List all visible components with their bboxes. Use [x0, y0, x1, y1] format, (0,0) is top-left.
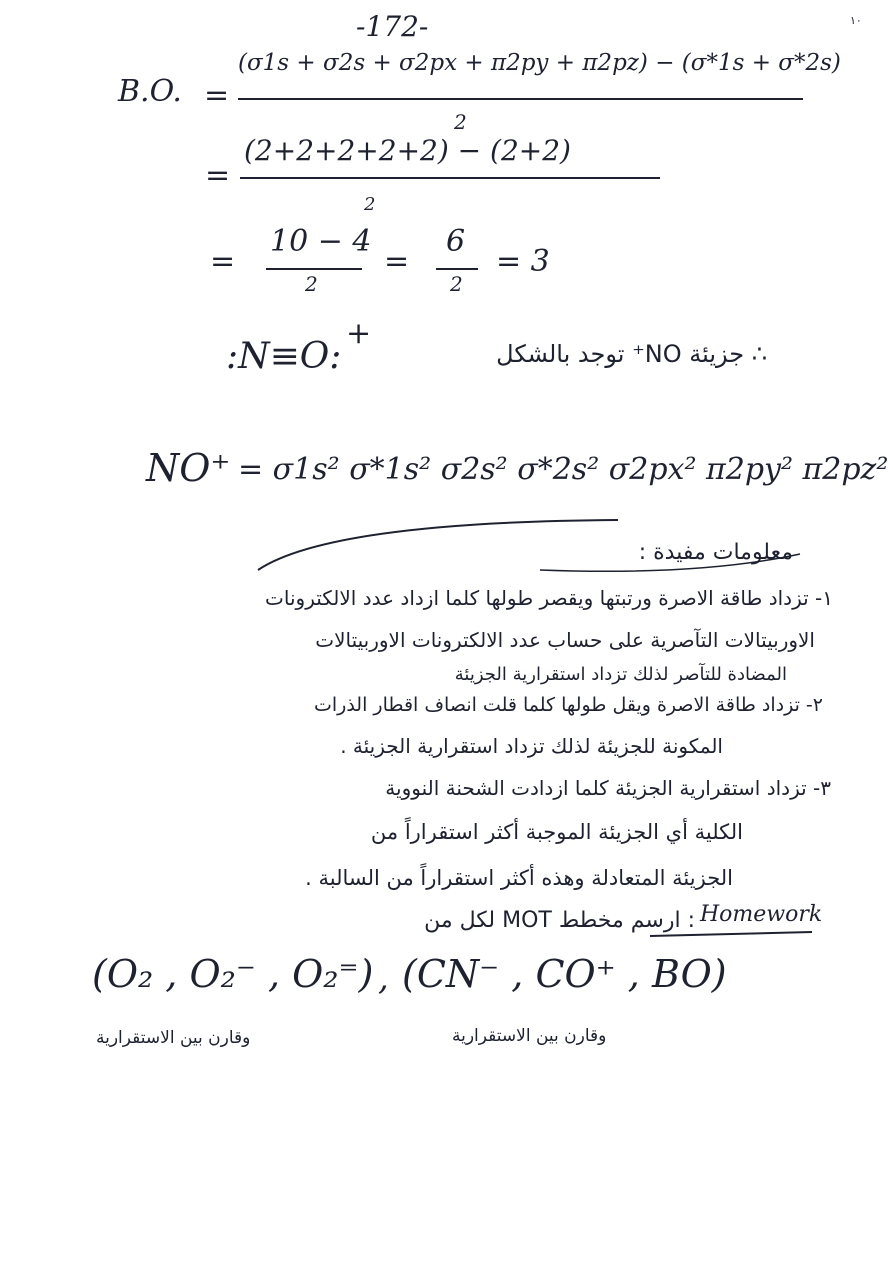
equals-sign-2: =	[205, 158, 231, 193]
note-line-1: ١- تزداد طاقة الاصرة ورتبتها ويقصر طولها كلما ازداد عدد الالكترونات	[265, 586, 833, 610]
bond-order-line2-numerator: (2+2+2+2+2) − (2+2)	[244, 134, 571, 167]
corner-mark: ١٠	[850, 14, 862, 27]
configuration-orbitals: = σ1s² σ*1s² σ2s² σ*2s² σ2px² π2py² π2pz²	[238, 452, 889, 487]
bond-order-line2-denominator: 2	[454, 110, 467, 134]
homework-group-cn-co-bo: (CN⁻ , CO⁺ , BO)	[402, 952, 727, 996]
bond-order-result: = 3	[496, 244, 550, 279]
bond-order-line3-numerator: 10 − 4	[270, 224, 372, 259]
equals-sign-3: =	[210, 244, 236, 279]
configuration-species: NO⁺	[146, 446, 231, 490]
structure-arabic-note: ∴ جزيئة NO⁺ توجد بالشكل	[496, 340, 767, 368]
homework-note-stability-1: وقارن بين الاستقرارية	[96, 1028, 251, 1048]
homework-group-oxygen: (O₂ , O₂⁻ , O₂⁼)	[92, 952, 374, 996]
lewis-charge: +	[346, 316, 372, 351]
homework-instruction: : ارسم مخطط MOT لكل من	[424, 908, 695, 933]
fraction-bar-1	[238, 98, 803, 100]
fraction-bar-3	[266, 268, 362, 270]
fraction-bar-2	[240, 177, 660, 179]
denominator-two-mark: 2	[364, 194, 376, 215]
group-separator: ,	[378, 958, 389, 998]
note-line-8: الجزيئة المتعادلة وهذه أكثر استقراراً من السالبة .	[305, 866, 733, 890]
bond-order-line3-denominator: 2	[305, 272, 318, 296]
note-line-7: الكلية أي الجزيئة الموجبة أكثر استقراراً من	[370, 820, 743, 844]
equals-sign-4: =	[384, 244, 410, 279]
page-number: -172-	[356, 10, 429, 43]
note-line-2: الاوربيتالات التآصرية على حساب عدد الالكترونات الاوربيتالات	[315, 628, 815, 652]
bond-order-label: B.O.	[118, 74, 182, 109]
homework-note-stability-2: وقارن بين الاستقرارية	[452, 1026, 607, 1046]
bond-order-numerator: (σ1s + σ2s + σ2px + π2py + π2pz) − (σ*1s + σ*2s)	[238, 50, 841, 76]
fraction-two-denominator: 2	[450, 272, 463, 296]
lewis-structure: :N≡O:	[226, 336, 342, 377]
equals-sign-1: =	[204, 78, 230, 113]
note-line-6: ٣- تزداد استقرارية الجزيئة كلما ازدادت الشحنة النووية	[385, 776, 831, 800]
note-line-3: المضادة للتآصر لذلك تزداد استقرارية الجزيئة	[454, 664, 787, 685]
homework-label: Homework	[700, 902, 823, 927]
fraction-two-numerator: 6	[446, 224, 466, 259]
note-line-4: ٢- تزداد طاقة الاصرة ويقل طولها كلما قلت انصاف اقطار الذرات	[313, 694, 823, 716]
notes-heading: معلومات مفيدة :	[638, 540, 793, 565]
note-line-5: المكونة للجزيئة لذلك تزداد استقرارية الجزيئة .	[340, 734, 723, 758]
fraction-bar-4	[436, 268, 478, 270]
